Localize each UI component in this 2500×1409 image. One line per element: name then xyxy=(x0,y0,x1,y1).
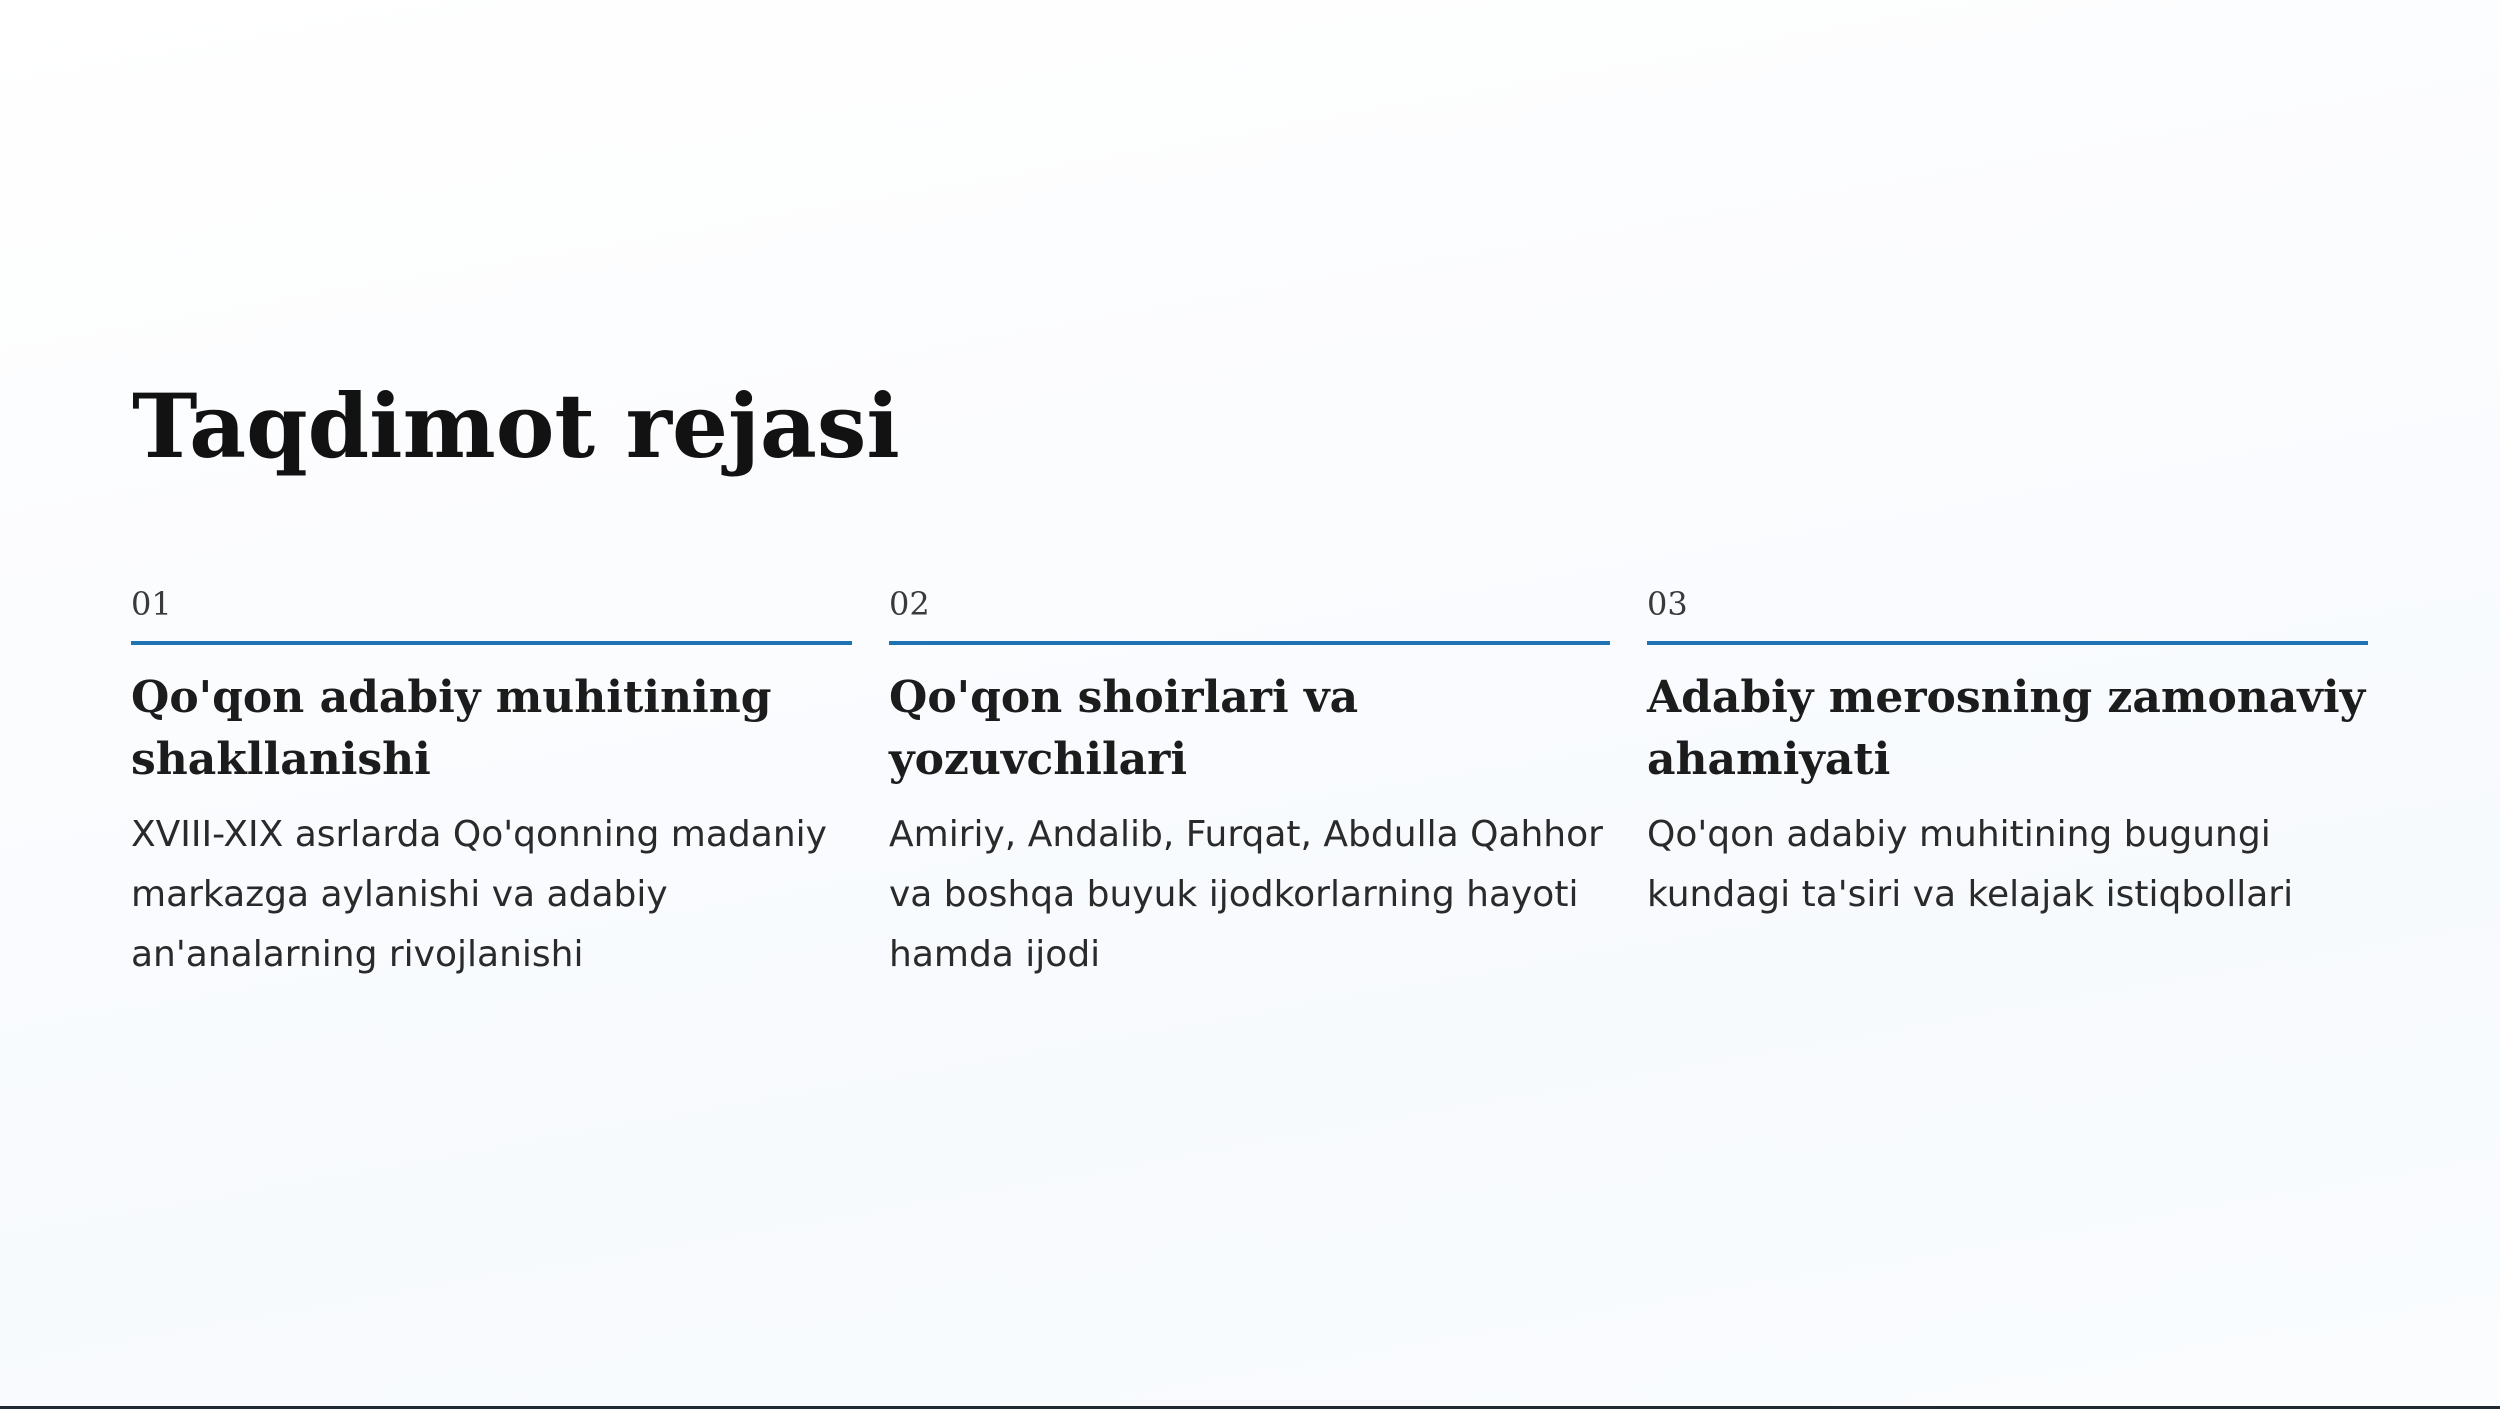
agenda-item-description: Amiriy, Andalib, Furqat, Abdulla Qahhor va boshqa buyuk ijodkorlarning hayoti hamda ijodi xyxy=(889,814,1603,975)
agenda-item-number: 02 xyxy=(889,585,930,623)
agenda-item-2 xyxy=(889,582,1610,985)
agenda-item-divider xyxy=(131,641,852,645)
agenda-item-title: Adabiy merosning zamonaviy ahamiyati xyxy=(1647,672,2366,785)
agenda-item-3 xyxy=(1647,582,2368,985)
agenda-columns xyxy=(131,582,2371,985)
agenda-item-divider xyxy=(889,641,1610,645)
slide-title: Taqdimot rejasi xyxy=(132,374,900,478)
agenda-item-number: 03 xyxy=(1647,585,1688,623)
agenda-item-title: Qo'qon adabiy muhitining shakllanishi xyxy=(131,672,772,785)
agenda-item-number: 01 xyxy=(131,585,172,623)
agenda-item-1 xyxy=(131,582,852,985)
agenda-item-description: Qo'qon adabiy muhitining bugungi kundagi ta'siri va kelajak istiqbollari xyxy=(1647,814,2294,915)
agenda-item-description: XVIII-XIX asrlarda Qo'qonning madaniy markazga aylanishi va adabiy an'analarning rivojlanishi xyxy=(131,814,827,975)
agenda-item-title: Qo'qon shoirlari va yozuvchilari xyxy=(889,672,1359,785)
agenda-item-divider xyxy=(1647,641,2368,645)
